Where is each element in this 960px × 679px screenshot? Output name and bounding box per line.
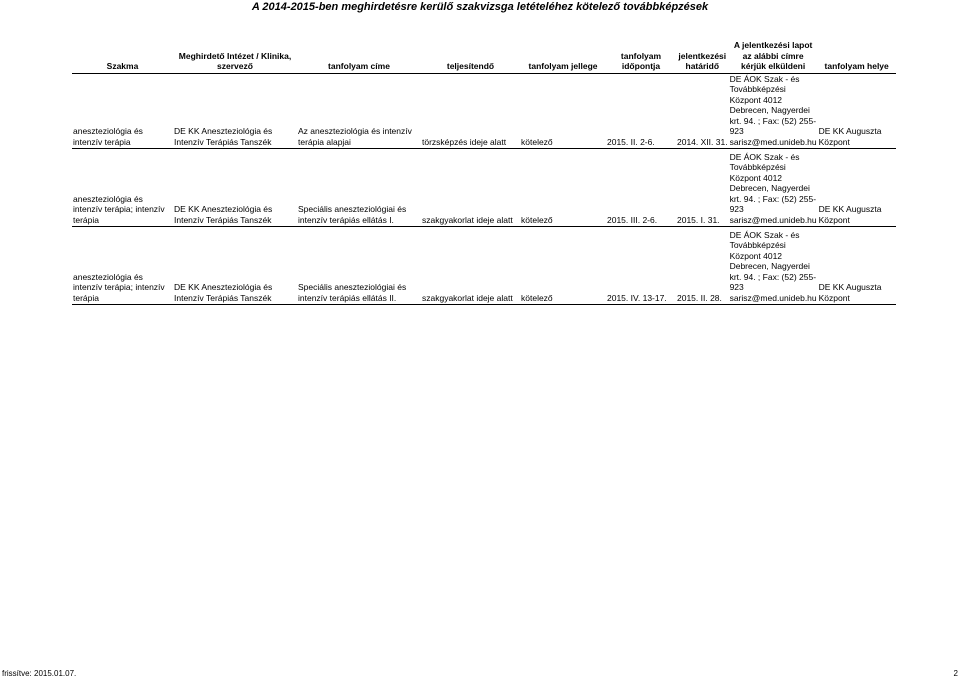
cell-hely: DE KK Auguszta Központ (818, 73, 896, 149)
cell-jelleg: kötelező (520, 227, 606, 305)
cell-hatarido: 2015. II. 28. (676, 227, 729, 305)
footer-updated-date: frissítve: 2015.01.07. (2, 669, 77, 678)
cell-idopont: 2015. IV. 13-17. (606, 227, 676, 305)
cell-hatarido: 2014. XII. 31. (676, 73, 729, 149)
header-szervezo: Meghirdető Intézet / Klinika, szervező (173, 40, 297, 73)
header-row (72, 40, 896, 73)
header-teljesitendo: teljesítendő (421, 40, 520, 73)
cell-idopont: 2015. II. 2-6. (606, 73, 676, 149)
cell-hatarido: 2015. I. 31. (676, 149, 729, 227)
cell-jelleg: kötelező (520, 73, 606, 149)
cell-jelleg: kötelező (520, 149, 606, 227)
cell-elkuldeni: DE ÁOK Szak - és Továbbképzési Központ 4012 Debrecen, Nagyerdei krt. 94. ; Fax: (52) 255-923 sarisz@med.unideb.hu (729, 227, 818, 305)
cell-cim: Speciális aneszteziológiai és intenzív terápiás ellátás II. (297, 227, 421, 305)
cell-szakma: aneszteziológia és intenzív terápia (72, 73, 173, 149)
cell-elkuldeni: DE ÁOK Szak - és Továbbképzési Központ 4012 Debrecen, Nagyerdei krt. 94. ; Fax: (52) 255-923 sarisz@med.unideb.hu (729, 73, 817, 147)
header-idopont: tanfolyam időpontja (606, 40, 676, 73)
header-hatarido: jelentkezési határidő (676, 40, 729, 73)
cell-teljesitendo: szakgyakorlat ideje alatt (421, 227, 520, 305)
cell-szervezo: DE KK Aneszteziológia és Intenzív Terápiás Tanszék (173, 73, 297, 149)
cell-szervezo: DE KK Aneszteziológia és Intenzív Terápiás Tanszék (173, 227, 297, 305)
table-row (72, 227, 896, 305)
cell-elkuldeni: DE ÁOK Szak - és Továbbképzési Központ 4012 Debrecen, Nagyerdei krt. 94. ; Fax: (52) 255-923 sarisz@med.unideb.hu (729, 149, 818, 227)
cell-szakma: aneszteziológia és intenzív terápia; intenzív terápia (72, 149, 173, 227)
cell-cim: Speciális aneszteziológiai és intenzív terápiás ellátás I. (297, 149, 421, 227)
cell-cim: Az aneszteziológia és intenzív terápia alapjai (297, 73, 421, 149)
cell-hely: DE KK Auguszta Központ (818, 227, 896, 305)
cell-teljesitendo: szakgyakorlat ideje alatt (421, 149, 520, 227)
footer-page-number: 2 (953, 669, 958, 678)
cell-idopont: 2015. III. 2-6. (606, 149, 676, 227)
cell-teljesitendo: törzsképzés ideje alatt (421, 73, 520, 149)
header-szakma: Szakma (72, 40, 173, 73)
page-title: A 2014-2015-ben meghirdetésre kerülő szakvizsga letételéhez kötelező továbbképzések (251, 1, 709, 13)
cell-szakma: aneszteziológia és intenzív terápia; intenzív terápia (72, 227, 173, 305)
header-jelleg: tanfolyam jellege (520, 40, 606, 73)
header-cim: tanfolyam címe (297, 40, 421, 73)
table-row (72, 149, 896, 227)
table-row (72, 73, 896, 149)
header-elkuldeni: A jelentkezési lapot az alábbi címre kérjük elküldeni (729, 40, 818, 73)
cell-szervezo: DE KK Aneszteziológia és Intenzív Terápiás Tanszék (173, 149, 297, 227)
cell-hely: DE KK Auguszta Központ (818, 149, 896, 227)
header-hely: tanfolyam helye (818, 40, 896, 73)
courses-table (72, 40, 896, 305)
